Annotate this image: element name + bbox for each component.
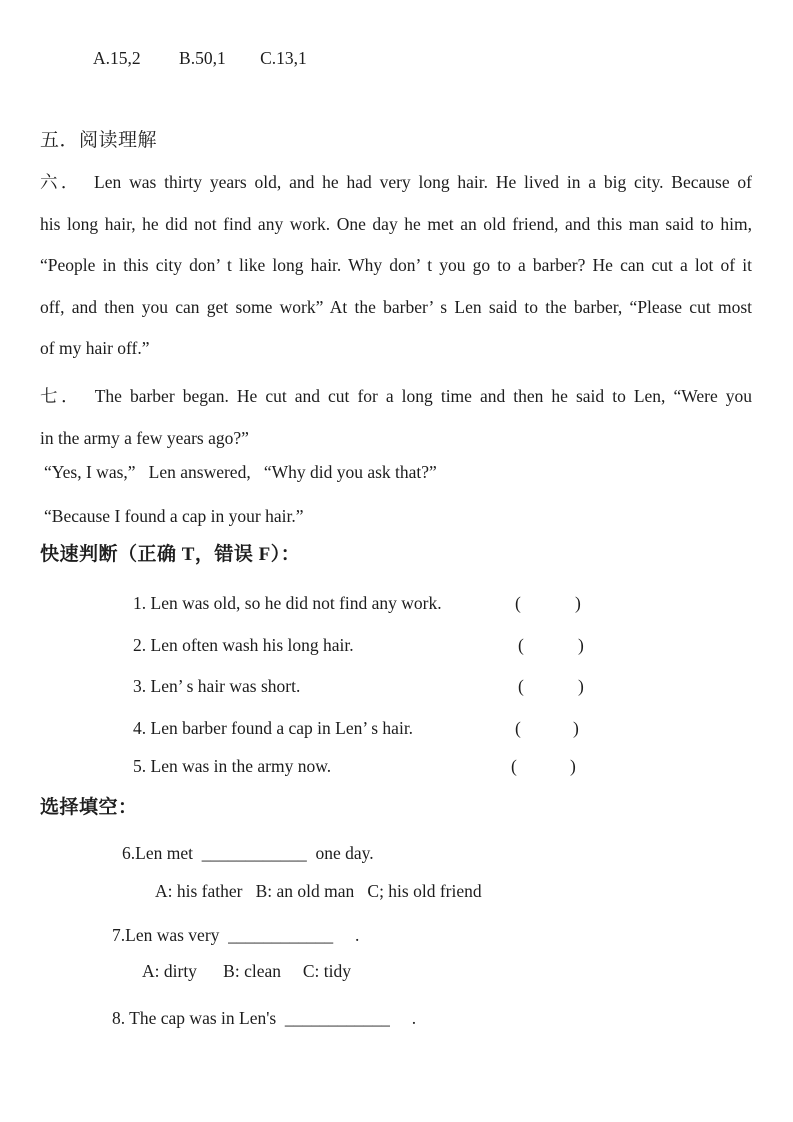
passage-line: of my hair off.” — [40, 338, 150, 358]
answer-paren-open: ( — [518, 635, 524, 655]
passage-paragraph-six — [40, 162, 752, 370]
answer-option-b: B.50,1 — [179, 48, 226, 68]
passage-line: “People in this city don’ t like long hair. Why don’ t you go to a barber? He can cut a lot of it — [40, 255, 752, 275]
answer-option-a: A.15,2 — [93, 48, 141, 68]
tf-question-text: 3. Len’ s hair was short. — [133, 676, 301, 696]
tf-question-row-3 — [40, 666, 752, 708]
tf-question-text: 4. Len barber found a cap in Len’ s hair. — [133, 718, 414, 738]
tf-question-text: 2. Len often wash his long hair. — [133, 635, 354, 655]
dialog-line-yes: “Yes, I was,” Len answered, “Why did you ask that?” — [44, 462, 437, 482]
answer-paren-close: ) — [578, 635, 584, 655]
answer-paren-close: ) — [570, 756, 576, 776]
answer-option-c: C.13,1 — [260, 48, 307, 68]
fill-question-7: 7.Len was very ____________ . — [112, 925, 360, 945]
tf-question-row-2 — [40, 625, 752, 667]
passage-line: in the army a few years ago?” — [40, 427, 249, 448]
fill-question-8: 8. The cap was in Len's ____________ . — [112, 1008, 417, 1028]
top-answer-options-line — [93, 38, 307, 80]
tf-question-row-1 — [40, 583, 752, 625]
answer-paren-open: ( — [511, 756, 517, 776]
fill-in-heading: 选择填空： — [40, 797, 138, 818]
answer-paren-open: ( — [518, 676, 524, 696]
true-false-heading: 快速判断（正确 T，错误 F）： — [40, 544, 301, 565]
dialog-line-because: “Because I found a cap in your hair.” — [44, 506, 304, 526]
tf-question-row-5 — [40, 746, 752, 788]
answer-paren-close: ) — [578, 676, 584, 696]
tf-question-text: 5. Len was in the army now. — [133, 756, 332, 776]
tf-question-text: 1. Len was old, so he did not find any work. — [133, 593, 442, 613]
passage-paragraph-seven — [40, 376, 752, 459]
answer-paren-open: ( — [515, 593, 521, 613]
answer-paren-close: ) — [575, 593, 581, 613]
passage-line: off, and then you can get some work” At the barber’ s Len said to the barber, “Please cut most — [40, 296, 752, 317]
answer-paren-open: ( — [515, 718, 521, 738]
fill-question-7-options: A: dirty B: clean C: tidy — [142, 961, 352, 981]
passage-line: 六． Len was thirty years old, and he had very long hair. He lived in a big city. Because of — [40, 172, 752, 192]
reading-section-heading: 五．阅读理解 — [40, 130, 158, 151]
fill-question-6: 6.Len met ____________ one day. — [122, 843, 374, 863]
passage-line: his long hair, he did not find any work. One day he met an old friend, and this man said to him, — [40, 213, 752, 234]
answer-paren-close: ) — [573, 718, 579, 738]
fill-question-6-options: A: his father B: an old man C; his old friend — [155, 881, 482, 901]
passage-line: 七． The barber began. He cut and cut for a long time and then he said to Len, “Were you — [40, 386, 752, 406]
tf-question-row-4 — [40, 708, 752, 750]
